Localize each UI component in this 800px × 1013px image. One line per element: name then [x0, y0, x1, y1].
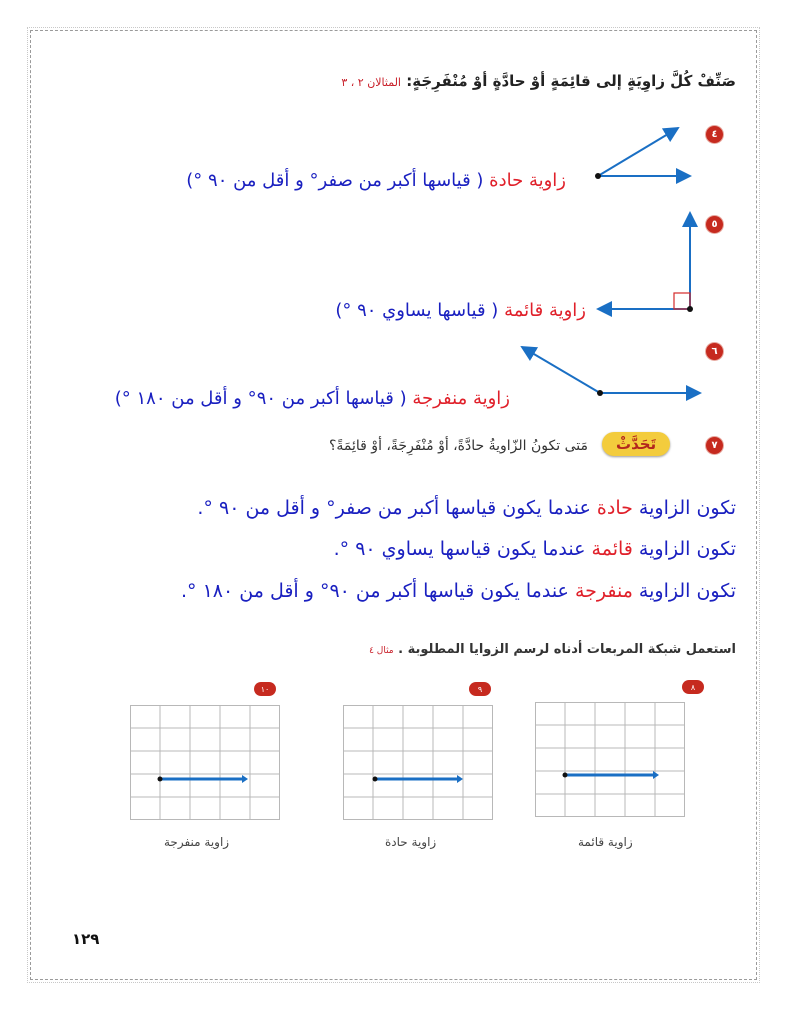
paragraph-type: قائمة [591, 538, 633, 560]
grid-badge-9: ٩ [469, 682, 491, 696]
exercise-badge-5: ٥ [706, 216, 723, 233]
paragraph-line-1 [197, 497, 736, 519]
grid-instruction [369, 642, 736, 657]
grid-8-label: زاوية قائمة [578, 835, 633, 849]
paragraph-prefix: تكون الزاوية [638, 538, 736, 560]
instruction-examples: المثالان ٢ ، ٣ [341, 76, 401, 89]
grid-badge-10: ١٠ [254, 682, 276, 696]
paragraph-suffix: عندما يكون قياسها يساوي ٩٠ °. [333, 538, 586, 560]
grid-badge-8: ٨ [682, 680, 704, 694]
angle-explanation: ( قياسها أكبر من ٩٠° و أقل من ١٨٠ °) [114, 388, 407, 409]
grid-instruction-text: استعمل شبكة المربعات أدناه لرسم الزوايا المطلوبة . [398, 642, 736, 657]
grid-9-acute-angle [343, 705, 493, 820]
angle-type: زاوية حادة [489, 170, 566, 191]
grid-10-obtuse-angle [130, 705, 280, 820]
discuss-label: تَحَدَّثْ [602, 432, 670, 456]
paragraph-suffix: عندما يكون قياسها أكبر من ٩٠° و أقل من ١٨٠ °. [181, 580, 569, 602]
instruction-text: صَنِّفْ كُلَّ زاوِيَةٍ إلى قائِمَةٍ أوْ حادَّةٍ أوْ مُنْفَرِجَةٍ: [406, 72, 736, 90]
discuss-question: مَتى تكونُ الزّاويةُ حادَّةً، أوْ مُنْفَرِجَةً، أوْ قائِمَةً؟ [328, 438, 588, 454]
paragraph-suffix: عندما يكون قياسها أكبر من صفر° و أقل من ٩٠ °. [197, 497, 591, 519]
angle-explanation: ( قياسها يساوي ٩٠ °) [335, 300, 499, 321]
obtuse-angle-figure [510, 335, 710, 405]
grid-10-label: زاوية منفرجة [164, 835, 230, 849]
paragraph-type: حادة [596, 497, 633, 519]
page-number: ١٢٩ [72, 930, 100, 948]
acute-angle-figure [590, 120, 700, 185]
exercise-badge-7: ٧ [706, 437, 723, 454]
angle-explanation: ( قياسها أكبر من صفر° و أقل من ٩٠ °) [186, 170, 484, 191]
grid-instruction-example: مثال ٤ [369, 646, 394, 656]
instruction-heading [341, 72, 736, 90]
right-angle-figure [590, 205, 700, 320]
exercise-badge-4: ٤ [706, 126, 723, 143]
exercise-6-answer [115, 388, 510, 409]
paragraph-prefix: تكون الزاوية [638, 497, 736, 519]
exercise-badge-6: ٦ [706, 343, 723, 360]
paragraph-line-2 [334, 538, 736, 560]
paragraph-line-3 [181, 580, 736, 602]
paragraph-type: منفرجة [574, 580, 633, 602]
exercise-4-answer [186, 170, 566, 191]
grid-8-right-angle [535, 702, 685, 817]
grid-9-label: زاوية حادة [385, 835, 437, 849]
angle-type: زاوية قائمة [504, 300, 586, 321]
paragraph-prefix: تكون الزاوية [638, 580, 736, 602]
exercise-5-answer [335, 300, 586, 321]
angle-type: زاوية منفرجة [412, 388, 510, 409]
